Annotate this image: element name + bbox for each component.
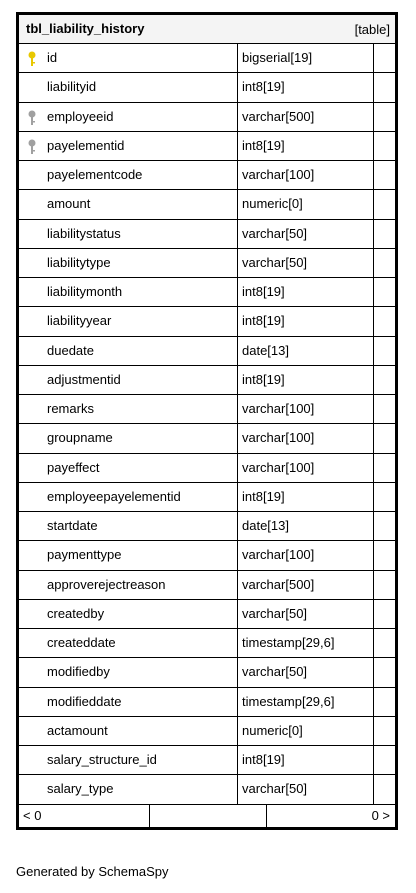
column-type: varchar[100] <box>238 161 374 189</box>
column-name: amount <box>47 196 91 212</box>
column-extra-cell <box>374 395 395 423</box>
column-row <box>19 541 395 570</box>
column-extra-cell <box>374 44 395 72</box>
column-name: salary_type <box>47 781 114 797</box>
column-name-cell <box>19 746 238 774</box>
column-extra-cell <box>374 571 395 599</box>
column-type: int8[19] <box>238 366 374 394</box>
column-row <box>19 395 395 424</box>
column-extra-cell <box>374 337 395 365</box>
column-name: remarks <box>47 401 94 416</box>
column-extra-cell <box>374 190 395 218</box>
column-name-cell <box>19 103 238 131</box>
column-type: int8[19] <box>238 278 374 306</box>
column-name-cell <box>19 571 238 599</box>
column-name-cell <box>19 249 238 277</box>
generated-by-label: Generated by SchemaSpy <box>16 864 169 879</box>
table-name: tbl_liability_history <box>26 21 145 36</box>
column-row <box>19 132 395 161</box>
column-name-cell <box>19 775 238 803</box>
column-type: timestamp[29,6] <box>238 629 374 657</box>
column-extra-cell <box>374 629 395 657</box>
column-name: liabilitymonth <box>47 284 123 299</box>
column-type: varchar[50] <box>238 658 374 686</box>
table-kind: [table] <box>354 22 390 37</box>
column-name-cell <box>19 366 238 394</box>
column-extra-cell <box>374 688 395 716</box>
column-name: payelementid <box>47 137 125 153</box>
column-type: numeric[0] <box>238 717 374 745</box>
column-type: int8[19] <box>238 746 374 774</box>
column-type: varchar[100] <box>238 395 374 423</box>
column-extra-cell <box>374 278 395 306</box>
column-row <box>19 775 395 804</box>
column-name: payelementcode <box>47 167 143 182</box>
column-type: int8[19] <box>238 73 374 101</box>
column-name: paymenttype <box>47 547 122 563</box>
column-row <box>19 190 395 219</box>
column-row <box>19 161 395 190</box>
column-name: liabilitystatus <box>47 225 121 241</box>
column-extra-cell <box>374 541 395 569</box>
column-extra-cell <box>374 424 395 452</box>
column-type: int8[19] <box>238 307 374 335</box>
column-row <box>19 746 395 775</box>
column-type: int8[19] <box>238 483 374 511</box>
foreign-key-icon <box>27 110 37 126</box>
column-type: varchar[500] <box>238 571 374 599</box>
column-type: varchar[100] <box>238 454 374 482</box>
column-row <box>19 103 395 132</box>
column-extra-cell <box>374 132 395 160</box>
column-name-cell <box>19 688 238 716</box>
column-row <box>19 44 395 73</box>
column-name: createdby <box>47 605 105 621</box>
column-extra-cell <box>374 220 395 248</box>
column-row <box>19 307 395 336</box>
column-row <box>19 366 395 395</box>
column-row <box>19 512 395 541</box>
column-name-cell <box>19 395 238 423</box>
column-name-cell <box>19 541 238 569</box>
column-type: numeric[0] <box>238 190 374 218</box>
column-row <box>19 688 395 717</box>
table-box <box>16 12 398 830</box>
column-row <box>19 337 395 366</box>
column-extra-cell <box>374 775 395 803</box>
primary-key-icon <box>27 51 37 67</box>
parent-count: < 0 <box>23 808 42 823</box>
column-type: date[13] <box>238 337 374 365</box>
column-row <box>19 600 395 629</box>
column-extra-cell <box>374 73 395 101</box>
column-list <box>19 44 395 805</box>
column-name: modifieddate <box>47 693 122 709</box>
column-name: duedate <box>47 342 94 358</box>
column-extra-cell <box>374 512 395 540</box>
column-name-cell <box>19 73 238 101</box>
column-row <box>19 424 395 453</box>
column-type: varchar[100] <box>238 424 374 452</box>
foreign-key-icon <box>27 139 37 155</box>
column-name: createddate <box>47 635 116 650</box>
column-extra-cell <box>374 717 395 745</box>
column-extra-cell <box>374 483 395 511</box>
column-extra-cell <box>374 103 395 131</box>
column-name-cell <box>19 307 238 335</box>
column-name-cell <box>19 483 238 511</box>
column-name: adjustmentid <box>47 371 121 387</box>
column-name: groupname <box>47 430 113 446</box>
column-extra-cell <box>374 249 395 277</box>
column-name-cell <box>19 424 238 452</box>
footer-divider <box>266 805 267 827</box>
column-name-cell <box>19 220 238 248</box>
column-name-cell <box>19 161 238 189</box>
column-type: timestamp[29,6] <box>238 688 374 716</box>
column-name: modifiedby <box>47 664 110 680</box>
column-type: varchar[100] <box>238 541 374 569</box>
column-name: actamount <box>47 722 108 738</box>
footer-divider <box>149 805 150 827</box>
column-name: payeffect <box>47 459 100 475</box>
column-row <box>19 571 395 600</box>
column-name-cell <box>19 44 238 72</box>
column-row <box>19 454 395 483</box>
column-row <box>19 483 395 512</box>
column-name: liabilityyear <box>47 313 112 329</box>
column-type: int8[19] <box>238 132 374 160</box>
column-row <box>19 249 395 278</box>
column-type: varchar[50] <box>238 249 374 277</box>
column-type: varchar[50] <box>238 600 374 628</box>
column-name-cell <box>19 658 238 686</box>
column-name: liabilitytype <box>47 254 111 270</box>
column-name: employeepayelementid <box>47 488 181 504</box>
column-name-cell <box>19 600 238 628</box>
column-name-cell <box>19 132 238 160</box>
column-type: bigserial[19] <box>238 44 374 72</box>
column-type: varchar[50] <box>238 775 374 803</box>
column-name: employeeid <box>47 108 114 124</box>
column-name-cell <box>19 512 238 540</box>
child-count: 0 > <box>371 808 390 823</box>
column-name-cell <box>19 278 238 306</box>
column-name: approverejectreason <box>47 576 166 592</box>
column-type: varchar[50] <box>238 220 374 248</box>
table-header <box>19 15 395 44</box>
column-name-cell <box>19 454 238 482</box>
column-row <box>19 717 395 746</box>
column-name-cell <box>19 190 238 218</box>
column-extra-cell <box>374 746 395 774</box>
column-extra-cell <box>374 600 395 628</box>
table-footer <box>19 804 395 827</box>
column-extra-cell <box>374 366 395 394</box>
column-row <box>19 73 395 102</box>
column-name-cell <box>19 337 238 365</box>
column-name: id <box>47 50 58 65</box>
column-extra-cell <box>374 307 395 335</box>
column-row <box>19 278 395 307</box>
column-extra-cell <box>374 454 395 482</box>
column-name-cell <box>19 629 238 657</box>
column-type: varchar[500] <box>238 103 374 131</box>
column-name-cell <box>19 717 238 745</box>
column-type: date[13] <box>238 512 374 540</box>
column-name: startdate <box>47 518 98 533</box>
column-extra-cell <box>374 161 395 189</box>
column-name: liabilityid <box>47 79 97 95</box>
column-name: salary_structure_id <box>47 752 157 767</box>
column-row <box>19 629 395 658</box>
column-extra-cell <box>374 658 395 686</box>
column-row <box>19 658 395 687</box>
column-row <box>19 220 395 249</box>
